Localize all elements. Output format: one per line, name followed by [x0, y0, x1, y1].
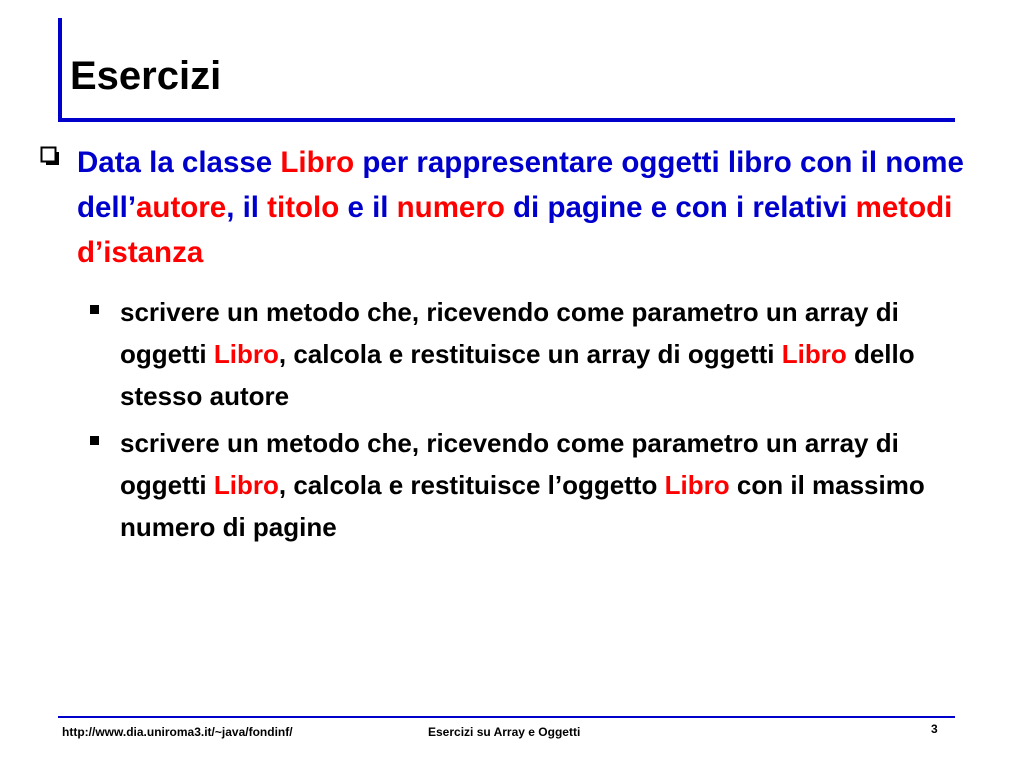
main-text-part: , il: [226, 191, 268, 224]
main-bullet-text: [77, 140, 990, 275]
square-bullet-icon: [90, 436, 99, 445]
page-number: 3: [931, 722, 938, 736]
main-text-part: di pagine e con i relativi: [504, 191, 856, 224]
class-name-highlight: Libro: [781, 339, 847, 369]
title-horizontal-rule: [58, 118, 955, 122]
methods-highlight: metodi d’istanza: [77, 191, 953, 269]
sub-bullet-text: [120, 422, 970, 548]
field-highlight: titolo: [267, 191, 340, 224]
square-bullet-icon: [90, 305, 99, 314]
sub-text-part: scrivere un metodo che, ricevendo come parametro un array di oggetti: [120, 297, 899, 369]
footer-course-title: Esercizi su Array e Oggetti: [428, 725, 581, 739]
sub-text-part: con il massimo numero di pagine: [120, 470, 925, 542]
class-name-highlight: Libro: [664, 470, 730, 500]
sub-bullet-item: [90, 291, 970, 417]
slide-title: Esercizi: [70, 54, 222, 98]
checkbox-icon: [40, 146, 60, 166]
field-highlight: numero: [396, 191, 505, 224]
main-text-part: e il: [339, 191, 397, 224]
field-highlight: autore: [136, 191, 227, 224]
sub-text-part: scrivere un metodo che, ricevendo come parametro un array di oggetti: [120, 428, 899, 500]
sub-bullet-item: [90, 422, 970, 548]
class-name-highlight: Libro: [213, 470, 279, 500]
footer-url: http://www.dia.uniroma3.it/~java/fondinf/: [62, 725, 293, 739]
sub-text-part: , calcola e restituisce un array di oggetti: [278, 339, 782, 369]
main-bullet-item: [40, 140, 990, 275]
main-text-part: per rappresentare oggetti libro con il nome dell’: [77, 146, 964, 224]
class-name-highlight: Libro: [213, 339, 279, 369]
title-vertical-rule: [58, 18, 62, 122]
sub-text-part: , calcola e restituisce l’oggetto: [278, 470, 665, 500]
sub-bullet-text: [120, 291, 970, 417]
class-name-highlight: Libro: [280, 146, 355, 179]
footer-rule: [58, 716, 955, 718]
sub-text-part: dello stesso autore: [120, 339, 915, 411]
main-text-part: Data la classe: [77, 146, 281, 179]
